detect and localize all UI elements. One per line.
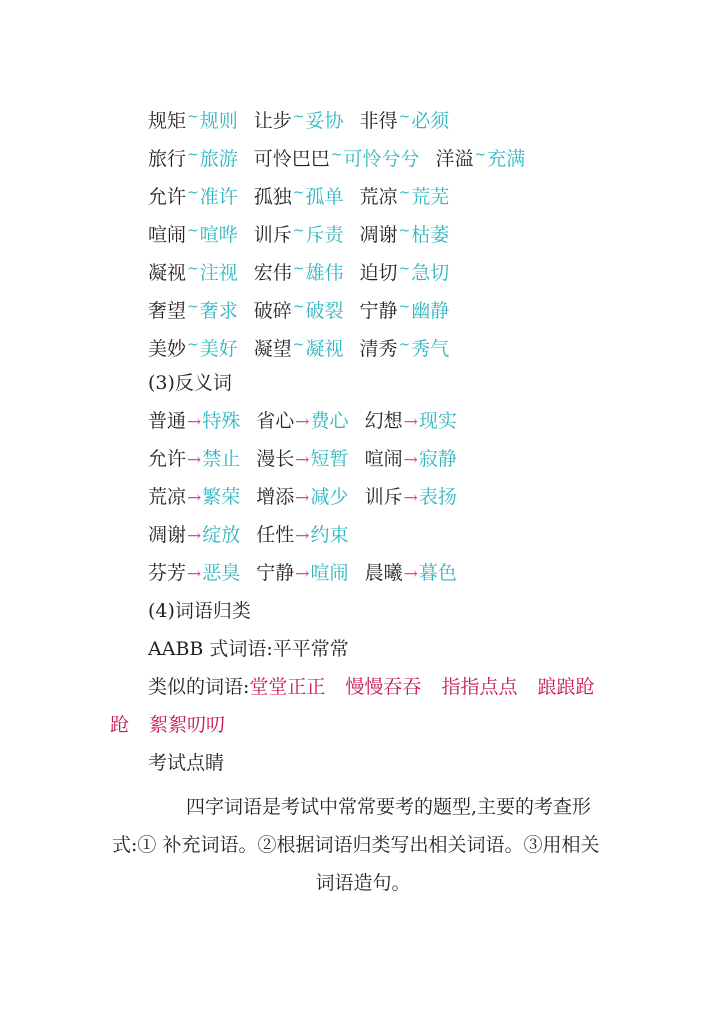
antonym-word: 芬芳 xyxy=(148,562,187,584)
antonym-match-word: 减少 xyxy=(310,486,349,508)
synonym-pair xyxy=(254,295,344,323)
synonym-match-word: 幽静 xyxy=(411,300,450,322)
synonym-pair xyxy=(254,257,344,285)
synonym-word: 非得 xyxy=(359,110,398,132)
tilde-symbol: ~ xyxy=(292,299,305,315)
antonym-pair xyxy=(365,409,457,434)
synonym-pair xyxy=(254,219,344,247)
synonym-pair xyxy=(148,219,238,247)
tilde-symbol: ~ xyxy=(398,261,411,277)
exam-paragraph xyxy=(112,788,614,902)
exam-paragraph-line-3: 词语造句。 xyxy=(315,872,411,894)
synonym-match-word: 荒芜 xyxy=(411,186,450,208)
synonym-match-word: 枯萎 xyxy=(411,224,450,246)
antonym-row xyxy=(148,523,365,548)
antonym-match-word: 短暂 xyxy=(310,448,349,470)
synonym-word: 迫切 xyxy=(359,262,398,284)
similar-word-continuation: 跄 xyxy=(110,714,130,736)
arrow-icon: → xyxy=(403,412,418,432)
similar-word: 踉踉跄 xyxy=(537,676,595,698)
synonym-word: 破碎 xyxy=(253,300,292,322)
antonym-heading: (3)反义词 xyxy=(148,372,232,394)
synonym-match-word: 必须 xyxy=(411,110,450,132)
synonym-word: 洋溢 xyxy=(435,148,474,170)
synonym-pair xyxy=(254,143,420,171)
antonym-match-word: 繁荣 xyxy=(202,486,241,508)
similar-words-label: 类似的词语: xyxy=(148,676,250,698)
antonym-pair xyxy=(256,485,348,510)
antonym-pair xyxy=(256,409,348,434)
antonym-match-word: 恶臭 xyxy=(202,562,241,584)
synonym-row xyxy=(148,295,465,323)
tilde-symbol: ~ xyxy=(398,109,411,125)
similar-word: 慢慢吞吞 xyxy=(345,676,422,698)
antonym-pair xyxy=(365,447,457,472)
synonym-pair xyxy=(360,181,450,209)
synonym-row xyxy=(148,143,541,171)
synonym-word: 清秀 xyxy=(359,338,398,360)
arrow-icon: → xyxy=(295,526,310,546)
synonym-pair xyxy=(360,105,450,133)
tilde-symbol: ~ xyxy=(398,185,411,201)
antonym-pair xyxy=(256,523,348,548)
tilde-symbol: ~ xyxy=(187,261,199,277)
arrow-icon: → xyxy=(403,488,418,508)
synonym-row xyxy=(148,219,465,247)
antonym-word: 漫长 xyxy=(256,448,295,470)
synonym-match-word: 妥协 xyxy=(305,110,344,132)
tilde-symbol: ~ xyxy=(398,299,411,315)
antonym-word: 荒凉 xyxy=(148,486,187,508)
synonym-word: 训斥 xyxy=(253,224,292,246)
tilde-symbol: ~ xyxy=(187,109,199,125)
exam-paragraph-line-1: 四字词语是考试中常常要考的题型,主要的考查形 xyxy=(186,796,592,818)
synonym-match-word: 旅游 xyxy=(199,148,238,170)
synonym-match-word: 雄伟 xyxy=(305,262,344,284)
synonym-pair xyxy=(360,333,450,361)
synonym-word: 宁静 xyxy=(359,300,398,322)
synonym-pair xyxy=(148,295,238,323)
exam-paragraph-line-2: 式:① 补充词语。②根据词语归类写出相关词语。③用相关 xyxy=(112,834,600,856)
synonym-pair xyxy=(360,219,450,247)
antonym-pair xyxy=(148,523,240,548)
arrow-icon: → xyxy=(187,564,202,584)
antonym-match-word: 禁止 xyxy=(202,448,241,470)
tilde-symbol: ~ xyxy=(187,299,199,315)
arrow-icon: → xyxy=(187,412,202,432)
synonym-pair xyxy=(254,105,344,133)
antonym-word: 喧闹 xyxy=(364,448,403,470)
tilde-symbol: ~ xyxy=(474,147,487,163)
synonym-match-word: 急切 xyxy=(411,262,450,284)
tilde-symbol: ~ xyxy=(398,337,411,353)
synonym-match-word: 准许 xyxy=(199,186,238,208)
synonym-word: 凋谢 xyxy=(359,224,398,246)
tilde-symbol: ~ xyxy=(292,261,305,277)
synonym-pair xyxy=(148,333,238,361)
synonym-match-word: 注视 xyxy=(199,262,238,284)
antonym-match-word: 表扬 xyxy=(418,486,457,508)
arrow-icon: → xyxy=(295,412,310,432)
arrow-icon: → xyxy=(295,564,310,584)
synonym-pair xyxy=(360,295,450,323)
synonym-pair xyxy=(436,143,526,171)
synonym-match-word: 可怜兮兮 xyxy=(343,148,420,170)
antonym-row xyxy=(148,447,473,472)
synonym-pair xyxy=(148,181,238,209)
antonym-match-word: 寂静 xyxy=(418,448,457,470)
tilde-symbol: ~ xyxy=(187,337,199,353)
antonym-pair xyxy=(365,485,457,510)
antonym-word: 宁静 xyxy=(256,562,295,584)
synonym-word: 奢望 xyxy=(148,300,187,322)
synonym-match-word: 斥责 xyxy=(305,224,344,246)
antonym-pair xyxy=(365,561,457,586)
similar-word: 指指点点 xyxy=(441,676,518,698)
synonym-word: 凝视 xyxy=(148,262,187,284)
tilde-symbol: ~ xyxy=(187,223,199,239)
similar-word: 堂堂正正 xyxy=(249,676,326,698)
synonym-pair xyxy=(360,257,450,285)
antonym-pair xyxy=(256,447,348,472)
synonym-match-word: 孤单 xyxy=(305,186,344,208)
antonym-row xyxy=(148,409,473,434)
synonym-match-word: 破裂 xyxy=(305,300,344,322)
synonym-row xyxy=(148,333,465,361)
similar-word: 絮絮叨叨 xyxy=(149,714,226,736)
antonym-match-word: 喧闹 xyxy=(310,562,349,584)
antonym-match-word: 现实 xyxy=(418,410,457,432)
tilde-symbol: ~ xyxy=(292,185,305,201)
antonym-pair xyxy=(148,447,240,472)
antonym-pair xyxy=(256,561,348,586)
tilde-symbol: ~ xyxy=(398,223,411,239)
similar-words-line-2 xyxy=(110,713,225,737)
synonym-word: 让步 xyxy=(253,110,292,132)
synonym-word: 凝望 xyxy=(253,338,292,360)
antonym-word: 晨曦 xyxy=(364,562,403,584)
tilde-symbol: ~ xyxy=(187,147,199,163)
arrow-icon: → xyxy=(403,450,418,470)
synonym-pair xyxy=(148,105,238,133)
category-heading: (4)词语归类 xyxy=(148,600,251,622)
antonym-word: 普通 xyxy=(148,410,187,432)
synonym-word: 美妙 xyxy=(148,338,187,360)
synonym-word: 旅行 xyxy=(148,148,187,170)
aabb-line: AABB 式词语:平平常常 xyxy=(148,638,349,660)
synonym-word: 宏伟 xyxy=(253,262,292,284)
antonym-word: 训斥 xyxy=(364,486,403,508)
tilde-symbol: ~ xyxy=(292,109,305,125)
synonym-row xyxy=(148,257,465,285)
antonym-match-word: 特殊 xyxy=(202,410,241,432)
arrow-icon: → xyxy=(187,488,202,508)
antonym-word: 凋谢 xyxy=(148,524,187,546)
synonym-word: 允许 xyxy=(148,186,187,208)
arrow-icon: → xyxy=(403,564,418,584)
synonym-match-word: 充满 xyxy=(487,148,526,170)
antonym-pair xyxy=(148,561,240,586)
antonym-word: 任性 xyxy=(256,524,295,546)
synonym-pair xyxy=(254,333,344,361)
similar-words-line xyxy=(148,675,594,699)
synonym-row xyxy=(148,105,465,133)
synonym-pair xyxy=(148,143,238,171)
synonym-match-word: 美好 xyxy=(199,338,238,360)
antonym-word: 增添 xyxy=(256,486,295,508)
synonym-word: 荒凉 xyxy=(359,186,398,208)
arrow-icon: → xyxy=(187,526,202,546)
synonym-word: 规矩 xyxy=(148,110,187,132)
tilde-symbol: ~ xyxy=(330,147,343,163)
arrow-icon: → xyxy=(295,488,310,508)
tilde-symbol: ~ xyxy=(292,337,305,353)
synonym-row xyxy=(148,181,465,209)
arrow-icon: → xyxy=(295,450,310,470)
antonym-word: 省心 xyxy=(256,410,295,432)
antonym-word: 允许 xyxy=(148,448,187,470)
antonym-row xyxy=(148,561,473,586)
antonym-match-word: 费心 xyxy=(310,410,349,432)
antonym-pair xyxy=(148,485,240,510)
tilde-symbol: ~ xyxy=(292,223,305,239)
synonym-word: 喧闹 xyxy=(148,224,187,246)
synonym-match-word: 喧哗 xyxy=(199,224,238,246)
antonym-row xyxy=(148,485,473,510)
arrow-icon: → xyxy=(187,450,202,470)
synonym-match-word: 奢求 xyxy=(199,300,238,322)
antonym-pair xyxy=(148,409,240,434)
tilde-symbol: ~ xyxy=(187,185,199,201)
synonym-pair xyxy=(254,181,344,209)
antonym-word: 幻想 xyxy=(364,410,403,432)
antonym-match-word: 绽放 xyxy=(202,524,241,546)
synonym-match-word: 规则 xyxy=(199,110,238,132)
antonym-match-word: 暮色 xyxy=(418,562,457,584)
synonym-match-word: 凝视 xyxy=(305,338,344,360)
antonym-match-word: 约束 xyxy=(310,524,349,546)
exam-heading: 考试点睛 xyxy=(148,752,225,774)
synonym-word: 孤独 xyxy=(253,186,292,208)
synonym-word: 可怜巴巴 xyxy=(253,148,330,170)
synonym-pair xyxy=(148,257,238,285)
synonym-match-word: 秀气 xyxy=(411,338,450,360)
